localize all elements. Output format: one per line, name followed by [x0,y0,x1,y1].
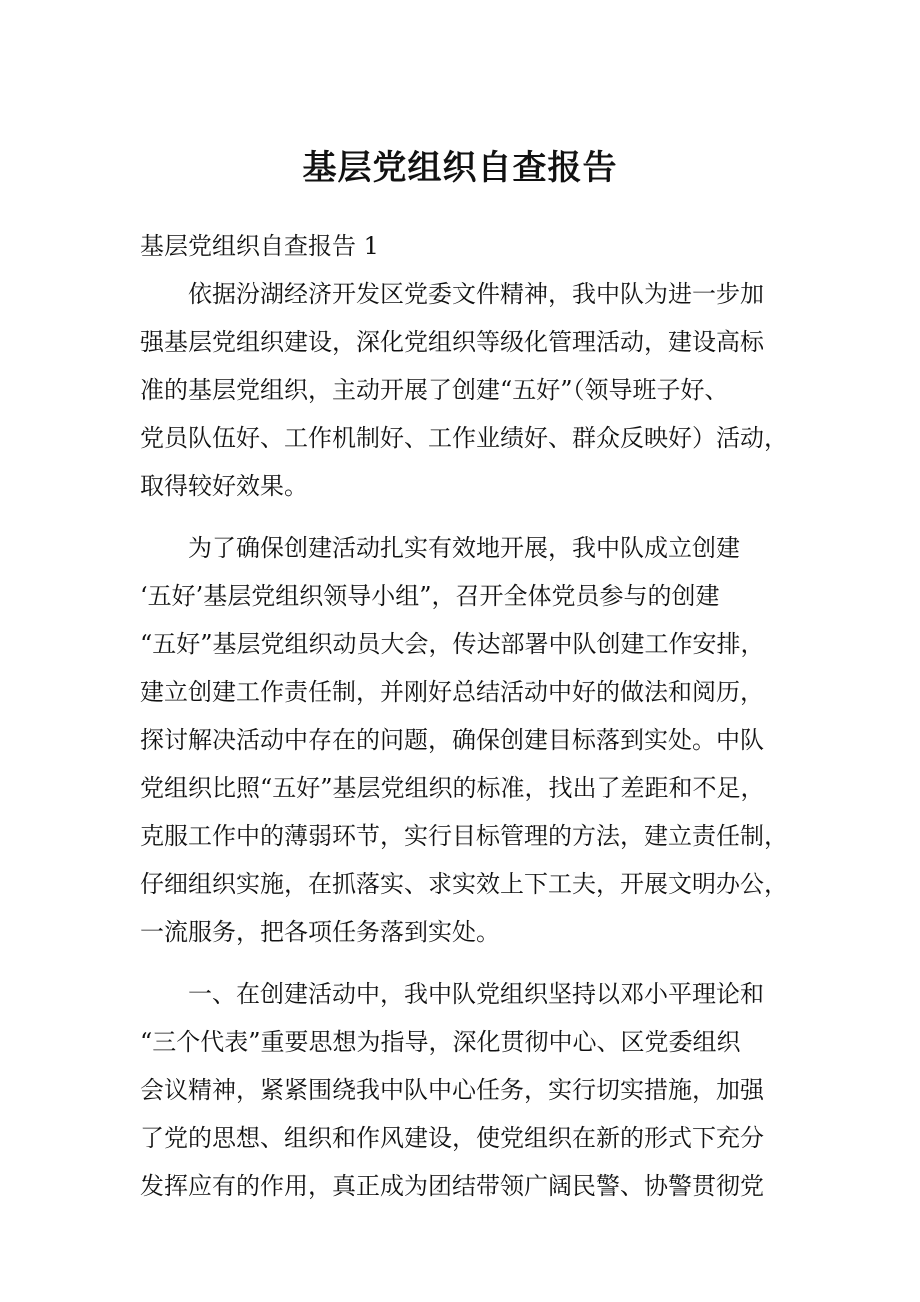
paragraph-line: 仔细组织实施，在抓落实、求实效上下工夫，开展文明办公， [140,870,788,898]
paragraph-line: 为了确保创建活动扎实有效地开展，我中队成立创建 [188,534,740,562]
paragraph-line: 党组织比照“五好”基层党组织的标准，找出了差距和不足， [140,774,765,802]
paragraph-line: 党员队伍好、工作机制好、工作业绩好、群众反映好）活动， [140,424,788,452]
paragraph-gap [140,510,790,524]
paragraph-3 [140,970,790,1210]
document-title: 基层党组织自查报告 [302,148,618,188]
paragraph-line: 一流服务，把各项任务落到实处。 [140,918,500,946]
paragraph-line: 强基层党组织建设，深化党组织等级化管理活动，建设高标 [140,328,764,356]
paragraph-line: 建立创建工作责任制，并刚好总结活动中好的做法和阅历， [140,678,764,706]
paragraph-line: 了党的思想、组织和作风建设，使党组织在新的形式下充分 [140,1124,764,1152]
paragraph-line: “三个代表”重要思想为指导，深化贯彻中心、区党委组织 [140,1028,741,1056]
paragraph-line: 探讨解决活动中存在的问题，确保创建目标落到实处。中队 [140,726,764,754]
section-heading: 基层党组织自查报告 1 [140,232,379,260]
paragraph-gap [140,956,790,970]
paragraph-1 [140,270,790,510]
paragraph-line: “五好”基层党组织动员大会，传达部署中队创建工作安排， [140,630,765,658]
paragraph-line: ‘五好’基层党组织领导小组”，召开全体党员参与的创建 [140,582,720,610]
paragraph-line: 取得较好效果。 [140,472,308,500]
paragraph-line: 准的基层党组织，主动开展了创建“五好”（领导班子好、 [140,376,729,404]
paragraph-line: 克服工作中的薄弱环节，实行目标管理的方法，建立责任制， [140,822,788,850]
paragraph-2 [140,524,790,956]
document-body [140,270,790,1210]
paragraph-line: 会议精神，紧紧围绕我中队中心任务，实行切实措施，加强 [140,1076,764,1104]
paragraph-line: 一、在创建活动中，我中队党组织坚持以邓小平理论和 [188,980,764,1008]
paragraph-line: 发挥应有的作用，真正成为团结带领广阔民警、协警贯彻党 [140,1172,764,1200]
paragraph-line: 依据汾湖经济开发区党委文件精神，我中队为进一步加 [188,280,764,308]
